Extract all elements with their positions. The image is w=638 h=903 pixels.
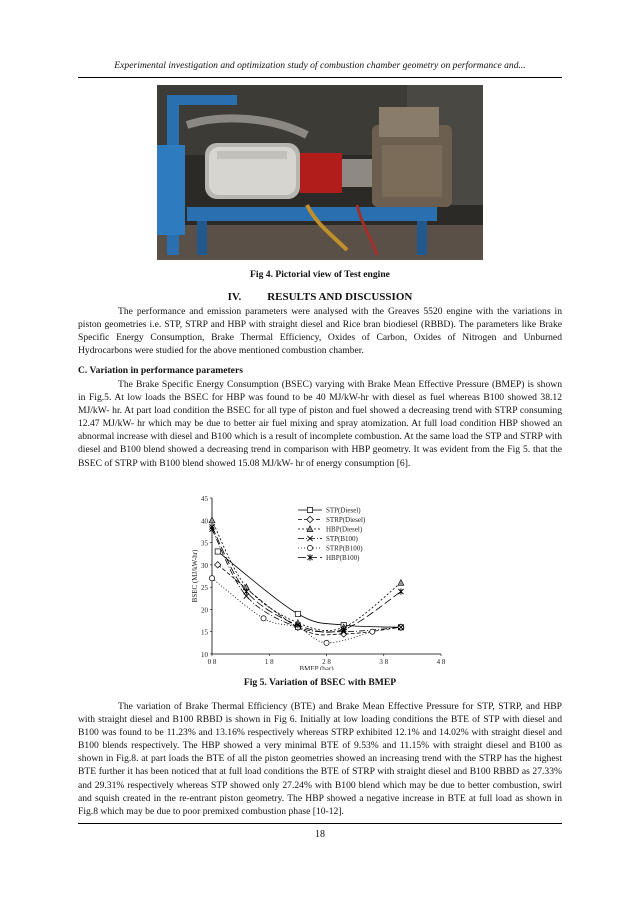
bsec-chart-svg (188, 488, 458, 670)
figure-4-caption: Fig 4. Pictorial view of Test engine (250, 269, 390, 280)
figure-5-caption: Fig 5. Variation of BSEC with BMEP (243, 677, 397, 688)
paragraph-intro: The performance and emission parameters were analysed with the Greaves 5520 engine with the variations in piston geometries i.e. STP, STRP and HBP with straight diesel and Rice bran biodiesel (RBBD). The parameters like Brake Specific Energy Consumption, Brake Thermal Efficiency, Oxides of Carbon, Oxides of Nitrogen and Unburned Hydrocarbons were studied for the above mentioned combustion chamber. (78, 306, 562, 357)
legend-marker-stp-diesel (307, 507, 312, 512)
series-line-hbp-diesel (212, 520, 401, 630)
legend-label-hbp-diesel: HBP(Diesel) (326, 525, 363, 534)
section-number: IV. (227, 291, 242, 303)
y-tick-label: 40 (201, 517, 208, 526)
data-point-strp-b100 (209, 576, 214, 581)
x-tick-label: 1 8 (264, 658, 274, 666)
section-title: RESULTS AND DISCUSSION (267, 291, 413, 303)
data-point-hbp-diesel (209, 517, 215, 523)
x-tick-label: 4 8 (436, 658, 446, 666)
legend-label-strp-b100: STRP(B100) (326, 544, 363, 553)
header-rule (78, 77, 562, 78)
data-point-stp-diesel (295, 611, 300, 616)
legend-marker-strp-diesel (307, 516, 313, 522)
x-tick-label: 3 8 (379, 658, 389, 666)
y-axis-label: BSEC (MJ/kW-hr) (191, 549, 199, 603)
footer-rule (78, 823, 562, 824)
legend-marker-strp-b100 (307, 545, 312, 550)
running-header: Experimental investigation and optimization study of combustion chamber geometry on performance and... (114, 60, 526, 71)
data-point-hbp-b100 (398, 588, 403, 594)
paragraph-bte: The variation of Brake Thermal Efficiency (BTE) and Brake Mean Effective Pressure for STP, STRP, and HBP with straight diesel and B100 RBBD is shown in Fig 6. Initially at low loading conditions the BTE of STP with diesel and B100 was found to be 11.23% and 13.16% respectively whereas STRP exhibited 12.1% and 14.02% with straight diesel and B100 blends respectively. The HBP showed a very minimal BTE of 9.53% and 11.15% with straight diesel and B100 as shown in Fig.8. at part loads the BTE of all the piston geometries showed an increasing trend with the STRP has the highest BTE further it has been noticed that at full load conditions the BTE of STRP with straight diesel and B100 RBBD as 27.33% and 29.31% respectively whereas STP showed only 27.24% with B100 blend which may be due to better combustion, swirl and squish created in the re-entrant piston geometry. The HBP showed a negative increase in BTE at full load as shown in Fig.8 which may be due to poor premixed combustion phase [10-12]. (78, 701, 562, 817)
test-engine-photo (157, 85, 483, 260)
y-tick-label: 30 (201, 561, 208, 570)
x-tick-label: 2 8 (322, 658, 331, 666)
data-point-hbp-b100 (244, 588, 249, 594)
data-point-strp-b100 (324, 640, 329, 645)
series-line-stp-b100 (212, 529, 401, 632)
y-tick-label: 15 (201, 628, 208, 637)
x-axis-label: BMEP (bar) (299, 665, 334, 670)
page-number: 18 (315, 829, 325, 840)
y-tick-label: 10 (201, 651, 208, 659)
paragraph-bsec: The Brake Specific Energy Consumption (BSEC) varying with Brake Mean Effective Pressure (BMEP) is shown in Fig.5. At low loads the BSEC for HBP was found to be 40 MJ/kW-hr with diesel as fuel whereas B100 showed 38.12 MJ/kW- hr. At part load condition the BSEC for all type of piston and fuel showed a decreasing trend with STRP consuming 12.47 MJ/kW- hr which may be due to better air fuel mixing and spray atomization. At full load condition HBP showed an abnormal increase with diesel and B100 which is a result of incomplete combustion. At the same load the STP and STRP with diesel and B100 blend showed a decreasing trend in comparison with HBP geometry. It was evident from the Fig 5. that the BSEC of STRP with B100 blend showed 15.08 MJ/kW- hr of energy consumption [6]. (78, 379, 562, 469)
y-tick-label: 35 (201, 539, 208, 548)
legend-label-stp-diesel: STP(Diesel) (326, 506, 361, 515)
y-tick-label: 20 (201, 606, 208, 615)
x-tick-label: 0 8 (207, 658, 217, 666)
series-line-hbp-b100 (212, 527, 401, 632)
bsec-chart (188, 488, 458, 670)
series-line-strp-diesel (218, 565, 401, 635)
legend-label-hbp-b100: HBP(B100) (326, 554, 360, 562)
y-tick-label: 25 (201, 584, 208, 593)
section-heading (78, 291, 562, 303)
subsection-heading: C. Variation in performance parameters (78, 365, 243, 376)
data-point-stp-diesel (215, 549, 220, 554)
legend-label-strp-diesel: STRP(Diesel) (326, 516, 366, 524)
test-engine-illustration (157, 85, 483, 260)
legend-label-stp-b100: STP(B100) (326, 535, 358, 543)
data-point-strp-b100 (261, 616, 266, 621)
data-point-strp-b100 (370, 629, 375, 634)
y-tick-label: 45 (201, 495, 208, 503)
data-point-hbp-diesel (398, 579, 404, 585)
